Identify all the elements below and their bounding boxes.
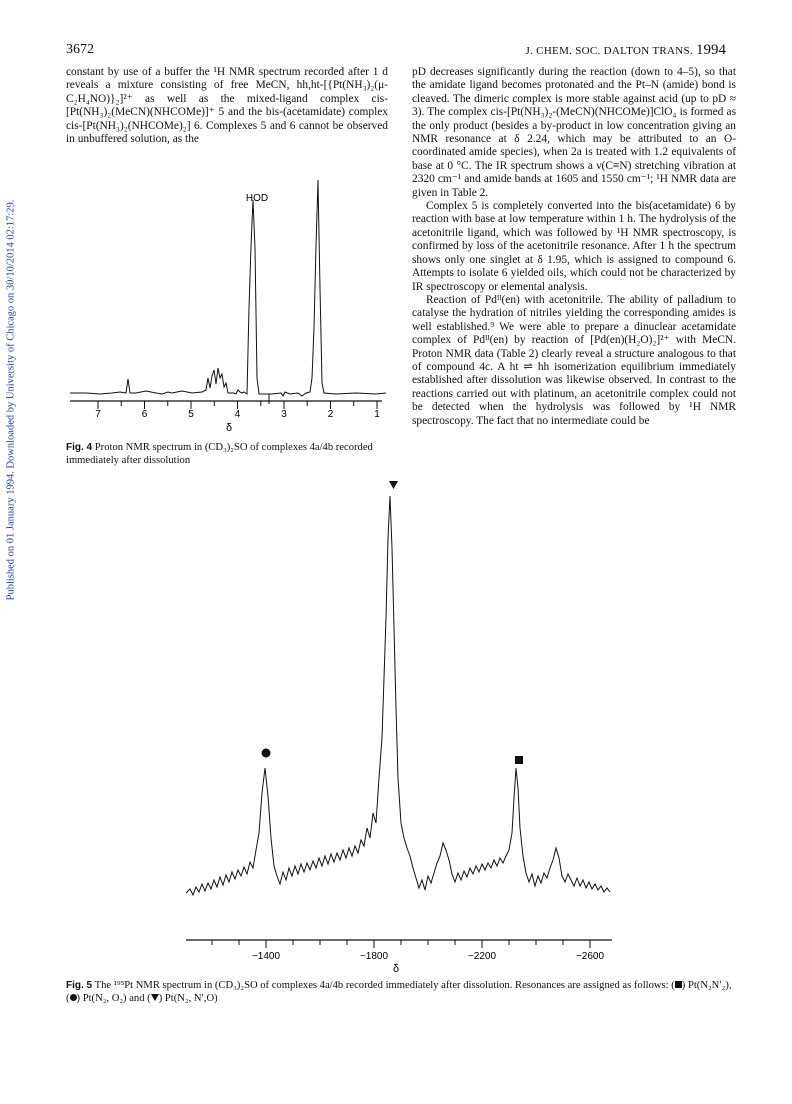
figure-4-tick-label: 3 [281,409,287,420]
figure-4-tick-label: 5 [188,409,194,420]
figure-5-caption [66,980,736,1005]
circle-marker-icon [262,749,271,758]
figure-4-tick-label: 7 [95,409,101,420]
page-number: 3672 [66,42,94,57]
figure-5-caption-text-1: The ¹⁹⁵Pt NMR spectrum in (CD₃)₂SO of complexes 4a/4b recorded immediately after dissolution. Resonances are assigned as follows: ( [94,980,675,991]
figure-5-trace [186,496,610,895]
figure-4-tick-label: 6 [141,409,148,420]
figure-5-spectrum [178,478,618,978]
square-symbol-icon [675,981,682,988]
right-paragraph-1: pD decreases significantly during the reaction (down to 4–5), so that the amidate ligand becomes protonated and the Pt–N (amide) bond is cleaved. The dimeric complex is more stable against acid (up to pD ≈ 3). The complex cis-[Pt(NH₃)₂-(MeCN)(NHCOMe)]ClO₄ is formed as the only product (besides a by-product in low concentration giving an NMR resonance at δ 2.24, which may be attributed to an O-coordinated amide species), when 2a is treated with 1.2 equivalents of base at 0 °C. The IR spectrum shows a ν(C≡N) stretching vibration at 2320 cm⁻¹ and amide bands at 1605 and 1550 cm⁻¹; ¹H NMR data are given in Table 2. [412,66,736,199]
figure-5-tick-label: −1400 [251,951,281,962]
triangle-symbol-icon [151,994,159,1001]
right-column [412,66,736,428]
running-head [526,42,727,59]
figure-5-x-axis [186,940,612,962]
triangle-marker-icon [389,481,398,489]
journal-name: J. CHEM. SOC. DALTON TRANS. [525,45,693,57]
figure-4-trace [70,180,386,396]
figure-4-spectrum [66,168,388,434]
download-watermark [2,140,20,660]
square-marker-icon [515,756,523,764]
figure-4-tick-label: 4 [234,409,241,420]
figure-5-caption-text-2: ) Pt(N₂N′₂), ( [66,980,732,1004]
figure-5-tick-label: −2600 [575,951,605,962]
figure-5-caption-text-4: ) Pt(N₂, N′,O) [158,992,218,1004]
figure-4-axis-label: δ [225,422,233,434]
left-column [66,66,388,146]
figure-4-caption-text: Proton NMR spectrum in (CD₃)₂SO of complexes 4a/4b recorded immediately after dissolution [66,442,373,466]
right-paragraph-2: Complex 5 is completely converted into the bis(acetamidate) 6 by reaction with base at low temperature within 1 h. The hydrolysis of the acetonitrile ligand, which was followed by ¹H NMR spectroscopy, is confirmed by loss of the acetonitrile resonance. After 1 h the spectrum shows only one singlet at δ 1.95, which is assigned to compound 6. Attempts to isolate 6 yielded oils, which could not be characterized by IR spectroscopy or elemental analysis. [412,200,736,293]
figure-5-caption-text-3: ) Pt(N₂, O₂) and ( [76,992,151,1004]
journal-year: 1994 [696,42,726,58]
figure-5-caption-label: Fig. 5 [66,980,93,991]
hod-peak-label: HOD [245,193,269,204]
left-paragraph: constant by use of a buffer the ¹H NMR spectrum recorded after 1 d reveals a mixture consisting of free MeCN, hh,ht-[{Pt(NH₃)₂(μ-C₂H₄NO)}₂]²⁺ as well as the mixed-ligand complex cis-[Pt(NH₃)₂(MeCN)(NHCOMe)]⁺ 5 and the bis-(acetamidate) complex cis-[Pt(NH₃)₂(NHCOMe)₂] 6. Complexes 5 and 6 cannot be observed in unbuffered solution, as the [66,66,388,146]
figure-4-tick-label: 2 [327,409,334,420]
figure-5-tick-label: −2200 [467,951,497,962]
download-watermark-text: Published on 01 January 1994. Downloaded by University of Chicago on 30/10/2014 02:17:29. [5,199,17,601]
figure-4-caption [66,442,388,467]
figure-4-x-axis [70,401,382,420]
figure-4-tick-label: 1 [374,409,380,420]
figure-5-axis-label: δ [392,963,400,975]
figure-4-caption-label: Fig. 4 [66,442,93,453]
circle-symbol-icon [70,994,77,1001]
figure-5-tick-label: −1800 [359,951,389,962]
right-paragraph-3: Reaction of Pdᴵᴵ(en) with acetonitrile. The ability of palladium to catalyse the hydration of nitriles yielding the corresponding amides is well established.⁹ We were able to prepare a dinuclear acetamidate complex of Pdᴵᴵ(en) by reaction of [Pd(en)(H₂O)₂]²⁺ with MeCN. Proton NMR data (Table 2) clearly reveal a structure analogous to that of compound 4c. A ht ⇌ hh isomerization equilibrium immediately established after dissolution was likewise observed. In contrast to the reactions carried out with platinum, an acetonitrile complex could not be detected when the hydrolysis was followed by ¹H NMR spectroscopy. The fact that no intermediate could be [412,293,736,427]
